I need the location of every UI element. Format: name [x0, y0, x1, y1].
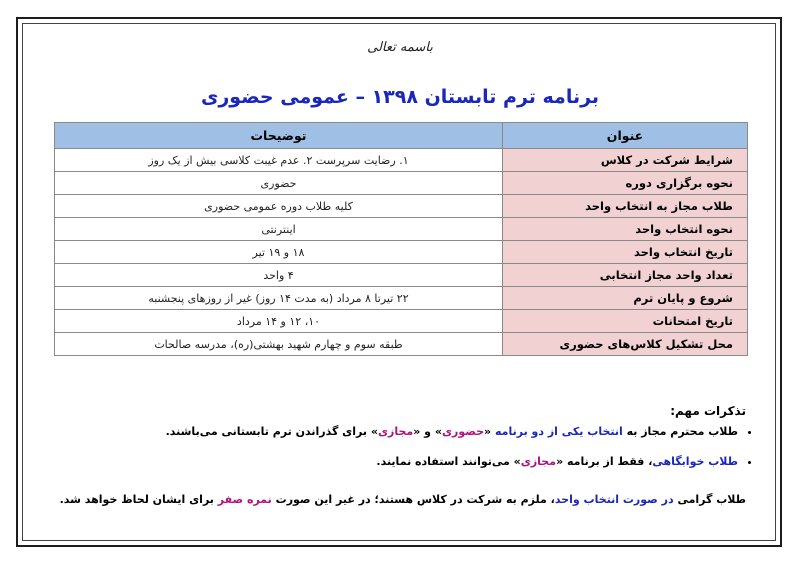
header-description: توضیحات — [55, 123, 503, 149]
row-value: ۲۲ تیرتا ۸ مرداد (به مدت ۱۴ روز) غیر از روزهای پنجشنبه — [55, 287, 503, 310]
row-key: محل تشکیل کلاس‌های حضوری — [503, 333, 748, 356]
table-row — [55, 195, 748, 218]
note-highlight: نمره صفر — [217, 493, 272, 506]
note-item-dormitory — [78, 454, 738, 470]
note-text: » می‌توانند استفاده نمایند. — [376, 455, 521, 468]
row-key: طلاب مجاز به انتخاب واحد — [503, 195, 748, 218]
note-text: ، فقط از برنامه « — [556, 455, 653, 468]
header-title: عنوان — [503, 123, 748, 149]
note-text: ، ملزم به شرکت در کلاس هستند؛ در غیر این صورت — [271, 493, 555, 506]
table-row — [55, 149, 748, 172]
basmala: باسمه تعالی — [367, 40, 433, 55]
row-value: اینترنتی — [55, 218, 503, 241]
row-key: شروع و پایان ترم — [503, 287, 748, 310]
note-highlight: حضوری — [441, 425, 485, 438]
schedule-table — [54, 122, 748, 356]
note-highlight: طلاب خوابگاهی — [652, 455, 738, 468]
note-text: طلاب محترم مجاز به — [622, 425, 738, 438]
row-value: کلیه طلاب دوره عمومی حضوری — [55, 195, 503, 218]
table-row — [55, 333, 748, 356]
row-key: تعداد واحد مجاز انتخابی — [503, 264, 748, 287]
note-text: » و « — [413, 425, 442, 438]
table-row — [55, 172, 748, 195]
note-text: طلاب گرامی — [673, 493, 746, 506]
table-row — [55, 287, 748, 310]
note-highlight: انتخاب یکی از دو برنامه — [494, 425, 623, 438]
notes-heading: تذکرات مهم: — [670, 404, 746, 418]
row-key: شرایط شرکت در کلاس — [503, 149, 748, 172]
row-key: نحوه انتخاب واحد — [503, 218, 748, 241]
notes-list — [78, 424, 756, 484]
note-highlight: در صورت انتخاب واحد — [554, 493, 674, 506]
row-value: حضوری — [55, 172, 503, 195]
note-text: » برای گذراندن ترم تابستانی می‌باشند. — [165, 425, 378, 438]
row-key: تاریخ انتخاب واحد — [503, 241, 748, 264]
row-key: تاریخ امتحانات — [503, 310, 748, 333]
note-highlight: مجازی — [520, 455, 557, 468]
table-row — [55, 218, 748, 241]
table-header-row — [55, 123, 748, 149]
row-value: ۴ واحد — [55, 264, 503, 287]
note-text: برای ایشان لحاظ خواهد شد. — [59, 493, 218, 506]
note-text: « — [484, 425, 495, 438]
table-row — [55, 241, 748, 264]
page-title: برنامه ترم تابستان ۱۳۹۸ – عمومی حضوری — [200, 86, 600, 108]
row-value: ۱. رضایت سرپرست ۲. عدم غیبت کلاسی بیش از یک روز — [55, 149, 503, 172]
row-value: طبقه سوم و چهارم شهید بهشتی(ره)، مدرسه صالحات — [55, 333, 503, 356]
row-value: ۱۰، ۱۲ و ۱۴ مرداد — [55, 310, 503, 333]
note-highlight: مجازی — [377, 425, 414, 438]
note-item-choose-program — [78, 424, 738, 440]
row-value: ۱۸ و ۱۹ تیر — [55, 241, 503, 264]
final-note — [46, 492, 746, 508]
table-row — [55, 264, 748, 287]
row-key: نحوه برگزاری دوره — [503, 172, 748, 195]
table-row — [55, 310, 748, 333]
